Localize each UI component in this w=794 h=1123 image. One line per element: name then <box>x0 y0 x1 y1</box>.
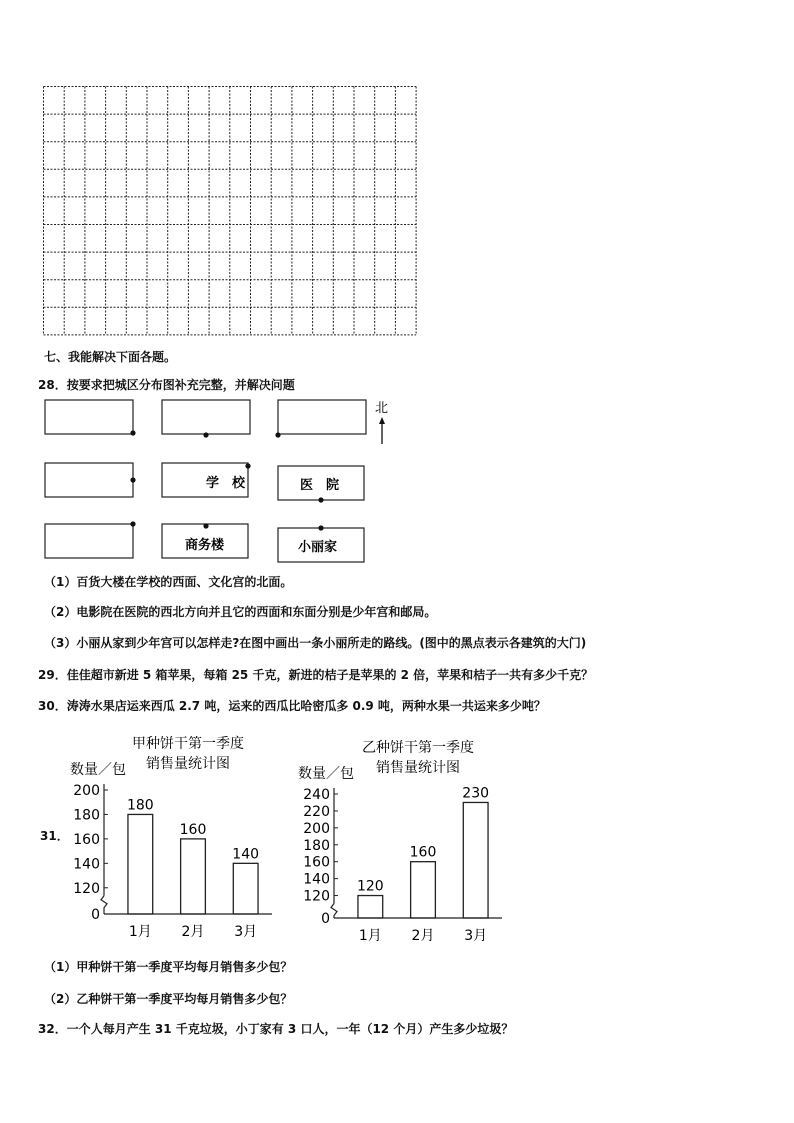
y-tick-label: 0 <box>321 911 330 927</box>
bar-1月 <box>358 896 383 918</box>
bar-value-label: 180 <box>126 797 154 814</box>
bar-value-label: 160 <box>179 821 207 838</box>
axis-break-icon <box>331 904 337 918</box>
chart-yi-plot <box>303 785 502 944</box>
y-tick-label: 160 <box>303 854 330 871</box>
x-tick-label: 1月 <box>128 924 152 940</box>
empty-block-4 <box>45 463 133 497</box>
q28-sub1: （1）百货大楼在学校的西面、文化宫的北面。 <box>44 575 293 589</box>
chart-yi-title: 乙种饼干第一季度 <box>362 740 474 756</box>
q28-sub2: （2）电影院在医院的西北方向并且它的西面和东面分别是少年宫和邮局。 <box>44 605 437 619</box>
north-arrowhead-icon <box>379 417 385 424</box>
chart-yi-ylabel: 数量／包 <box>298 766 354 782</box>
north-label: 北 <box>375 401 389 416</box>
y-tick-label: 200 <box>303 820 330 837</box>
map-label-hospital: 医 院 <box>300 478 340 493</box>
y-tick-label: 120 <box>303 888 330 905</box>
entrance-dot <box>275 432 280 437</box>
q31-number: 31． <box>40 829 69 843</box>
y-tick-label: 120 <box>73 880 100 897</box>
y-tick-label: 220 <box>303 803 330 820</box>
x-tick-label: 3月 <box>234 924 258 940</box>
chart-jia-subtitle: 销售量统计图 <box>146 756 230 772</box>
y-tick-label: 140 <box>303 871 330 888</box>
chart-jia-title: 甲种饼干第一季度 <box>132 736 244 752</box>
empty-block-1 <box>45 400 133 434</box>
y-tick-label: 0 <box>91 907 100 923</box>
q29-text: 29．佳佳超市新进 5 箱苹果，每箱 25 千克，新进的桔子是苹果的 2 倍，苹果和桔子一共有多少千克？ <box>38 668 594 682</box>
q31-sub1: （1）甲种饼干第一季度平均每月销售多少包？ <box>44 960 293 974</box>
empty-block-3 <box>278 400 366 434</box>
q28-title: 28．按要求把城区分布图补充完整，并解决问题 <box>38 378 295 392</box>
empty-block-2 <box>162 400 250 434</box>
section-heading: 七、我能解决下面各题。 <box>44 350 177 364</box>
chart-jia-plot <box>73 783 272 940</box>
answer-grid <box>43 86 417 336</box>
y-tick-label: 200 <box>73 783 100 799</box>
q32-text: 32．一个人每月产生 31 千克垃圾，小丁家有 3 口人，一年（12 个月）产生多少垃圾？ <box>38 1022 514 1036</box>
chart-yi-subtitle: 销售量统计图 <box>376 760 460 776</box>
q31-sub2: （2）乙种饼干第一季度平均每月销售多少包？ <box>44 992 293 1006</box>
x-tick-label: 1月 <box>358 928 382 944</box>
q28-sub3: （3）小丽从家到少年宫可以怎样走?在图中画出一条小丽所走的路线。(图中的黑点表示各建筑的大门) <box>44 636 587 650</box>
entrance-dot <box>318 525 323 530</box>
bar-1月 <box>128 814 153 914</box>
chart-jia <box>62 728 292 946</box>
entrance-dot <box>203 523 208 528</box>
entrance-dot <box>203 432 208 437</box>
y-tick-label: 160 <box>73 831 100 848</box>
north-indicator <box>370 398 396 446</box>
map-label-xiaoli-home: 小丽家 <box>298 540 338 555</box>
entrance-dot <box>130 521 135 526</box>
city-map <box>40 396 400 566</box>
chart-jia-ylabel: 数量／包 <box>70 762 126 778</box>
bar-value-label: 140 <box>232 846 260 863</box>
map-label-school: 学 校 <box>206 476 246 491</box>
bar-2月 <box>411 862 436 918</box>
entrance-dot <box>318 497 323 502</box>
bar-value-label: 230 <box>462 785 490 802</box>
empty-block-5 <box>45 524 133 558</box>
x-tick-label: 2月 <box>181 924 205 940</box>
y-tick-label: 240 <box>303 787 330 803</box>
entrance-dot <box>245 463 250 468</box>
bar-3月 <box>463 802 488 918</box>
entrance-dot <box>130 430 135 435</box>
x-tick-label: 3月 <box>464 928 488 944</box>
bar-value-label: 120 <box>356 878 384 895</box>
chart-yi <box>292 732 522 950</box>
entrance-dot <box>130 477 135 482</box>
y-tick-label: 180 <box>303 837 330 854</box>
y-tick-label: 140 <box>73 856 100 873</box>
bar-value-label: 160 <box>409 844 437 861</box>
axis-break-icon <box>101 896 107 914</box>
x-tick-label: 2月 <box>411 928 435 944</box>
bar-2月 <box>181 839 206 914</box>
map-label-business: 商务楼 <box>185 538 225 553</box>
q30-text: 30．涛涛水果店运来西瓜 2.7 吨，运来的西瓜比哈密瓜多 0.9 吨，两种水果一共运来多少吨？ <box>38 699 546 713</box>
bar-3月 <box>233 863 258 914</box>
y-tick-label: 180 <box>73 807 100 824</box>
